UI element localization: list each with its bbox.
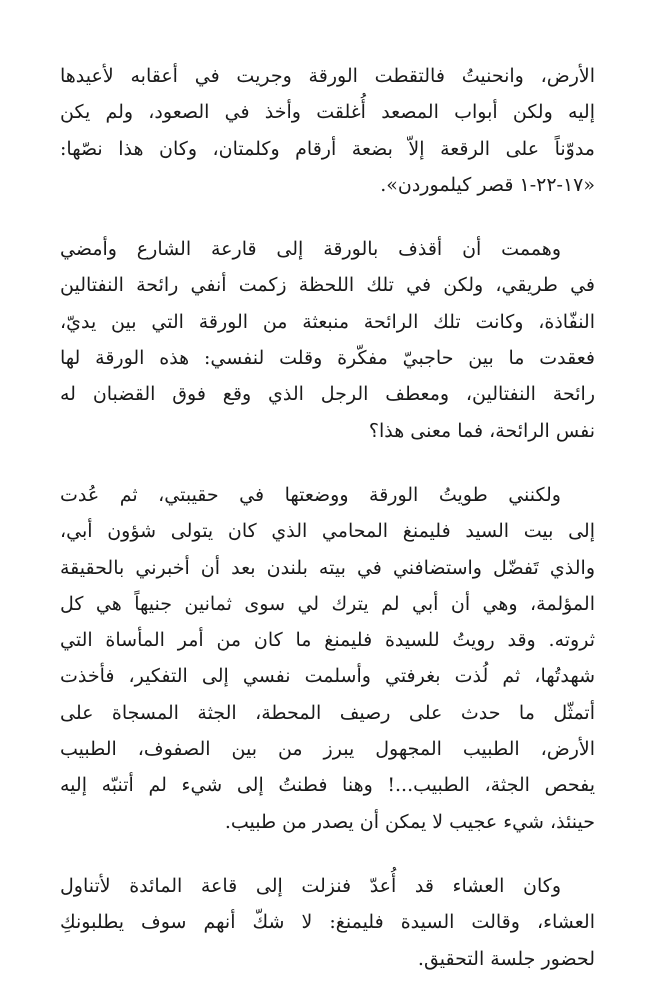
- text-line: المؤلمة، وهي أن أبي لم يترك لي سوى ثمانين جنيهاً هي كل: [60, 592, 595, 615]
- book-page: [60, 58, 595, 1005]
- text-line: النفّاذة، وكانت تلك الرائحة منبعثة من الورقة التي بين يديّ،: [60, 310, 595, 333]
- text-line: حينئذ، شيء عجيب لا يمكن أن يصدر من طبيب.: [224, 810, 595, 833]
- text-line: فعقدت ما بين حاجبيّ مفكّرة وقلت لنفسي: هذه الورقة لها: [60, 347, 595, 370]
- text-line: الأرض، وانحنيتُ فالتقطت الورقة وجريت في أعقابه لأعيدها: [60, 65, 595, 87]
- text-line: ثروته. وقد رويتُ للسيدة فليمنغ ما كان من أمر المأساة التي: [60, 629, 595, 652]
- text-line: شهدتُها، ثم لُذت بغرفتي وأسلمت نفسي إلى التفكير، فأخذت: [60, 665, 595, 688]
- paragraph-3: [60, 477, 595, 840]
- text-line: ولكنني طويتُ الورقة ووضعتها في حقيبتي، ثم عُدت: [60, 483, 561, 506]
- text-line: وكان العشاء قد أُعدّ فنزلت إلى قاعة المائدة لأتناول: [60, 874, 561, 897]
- text-line: رائحة النفتالين، ومعطف الرجل الذي وقع فوق القضبان له: [60, 383, 595, 406]
- text-line: أتمثّل ما حدث على رصيف المحطة، الجثة المسجاة على: [60, 701, 595, 724]
- text-line: وهممت أن أقذف بالورقة إلى قارعة الشارع وأمضي: [60, 238, 561, 261]
- text-line: «١٧-٢٢-١ قصر كيلموردن».: [380, 173, 595, 196]
- text-line: الأرض، الطبيب المجهول يبرز من بين الصفوف، الطبيب: [60, 738, 595, 761]
- text-line: مدوّناً على الرقعة إلاّ بضعة أرقام وكلمتان، وكان هذا نصّها:: [60, 137, 595, 160]
- text-line: في طريقي، ولكن في تلك اللحظة زكمت أنفي رائحة النفتالين: [60, 274, 595, 297]
- text-line: يفحص الجثة، الطبيب...! وهنا فطنتُ إلى شيء لم أتنبّه إليه: [60, 774, 595, 797]
- text-line: نفس الرائحة، فما معنى هذا؟: [368, 419, 595, 442]
- paragraph-1: [60, 58, 595, 203]
- text-line: إليه ولكن أبواب المصعد أُغلقت وأخذ في الصعود، ولم يكن: [60, 101, 595, 124]
- text-line: والذي تَفضّل واستضافني في بيته بلندن بعد أن أخبرني بالحقيقة: [60, 556, 595, 579]
- paragraph-2: [60, 231, 595, 449]
- text-line: إلى بيت السيد فليمنغ المحامي الذي كان يتولى شؤون أبي،: [60, 520, 595, 543]
- text-line: العشاء، وقالت السيدة فليمنغ: لا شكّ أنهم سوف يطلبونكِ: [60, 911, 595, 934]
- text-line: لحضور جلسة التحقيق.: [417, 947, 595, 970]
- paragraph-4: [60, 868, 595, 977]
